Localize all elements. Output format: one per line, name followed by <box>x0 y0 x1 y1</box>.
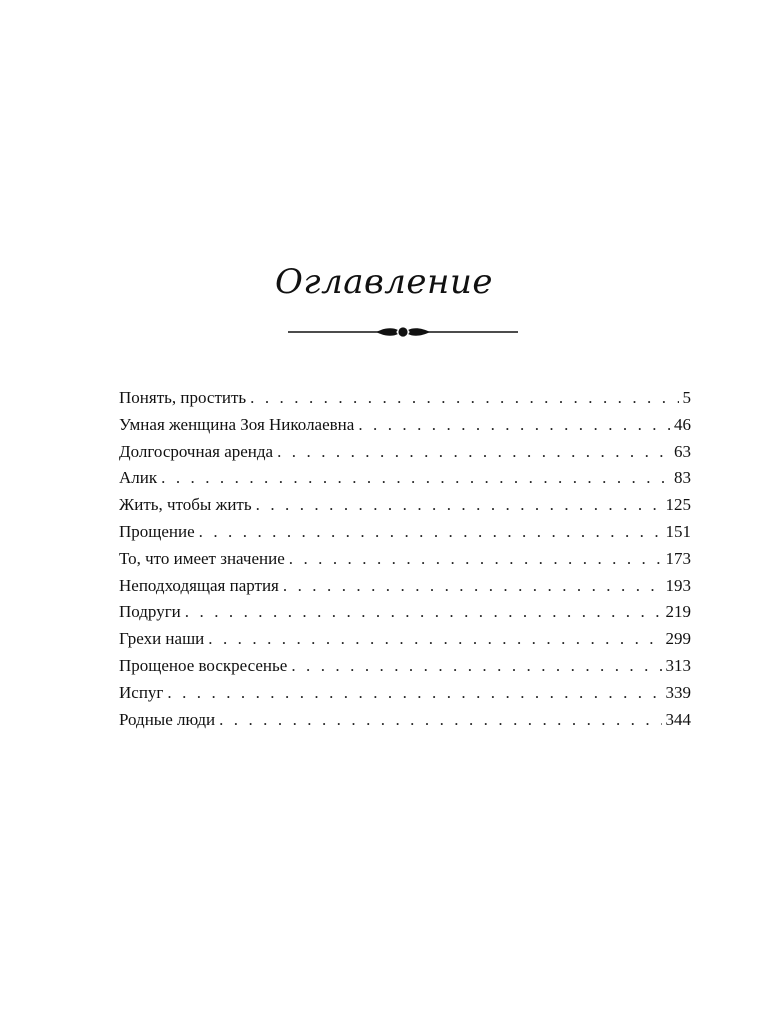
toc-entry-title: Долгосрочная аренда <box>119 441 274 461</box>
toc-entry[interactable] <box>119 546 691 573</box>
toc-entry-title: Прощение <box>119 521 195 541</box>
toc-entry-page-number: 219 <box>665 602 691 622</box>
toc-entry-title: То, что имеет значение <box>119 548 285 568</box>
toc-entry[interactable] <box>119 492 691 519</box>
toc-entry-page-number: 83 <box>674 468 691 488</box>
toc-dot-leader <box>358 412 670 439</box>
toc-entry-title: Неподходящая партия <box>119 575 279 595</box>
toc-entry-page-number: 5 <box>682 388 691 407</box>
page-title: Оглавление <box>275 262 493 302</box>
toc-entry-title: Жить, чтобы жить <box>119 495 252 515</box>
toc-entry[interactable] <box>119 385 691 412</box>
table-of-contents <box>119 385 691 733</box>
toc-entry-page-number: 63 <box>674 441 691 461</box>
toc-entry-title: Понять, простить <box>119 388 247 407</box>
toc-entry-page-number: 299 <box>665 629 691 649</box>
toc-entry-page-number: 151 <box>665 521 691 541</box>
toc-entry-page-number: 339 <box>665 682 691 702</box>
toc-entry[interactable] <box>119 653 691 680</box>
toc-entry[interactable] <box>119 439 691 466</box>
toc-entry[interactable] <box>119 519 691 546</box>
toc-entry-title: Грехи наши <box>119 629 205 649</box>
toc-dot-leader <box>289 546 662 573</box>
toc-entry-page-number: 313 <box>665 655 691 675</box>
toc-dot-leader <box>283 573 662 600</box>
toc-entry-page-number: 173 <box>665 548 691 568</box>
toc-entry-title: Испуг <box>119 682 164 702</box>
toc-dot-leader <box>208 626 661 653</box>
toc-entry[interactable] <box>119 573 691 600</box>
toc-dot-leader <box>185 599 662 626</box>
toc-entry[interactable] <box>119 412 691 439</box>
toc-dot-leader <box>277 439 670 466</box>
toc-entry[interactable] <box>119 680 691 707</box>
toc-entry-title: Алик <box>119 468 158 488</box>
toc-dot-leader <box>161 465 670 492</box>
toc-entry-title: Прощеное воскресенье <box>119 655 288 675</box>
toc-entry-page-number: 344 <box>665 709 691 729</box>
toc-dot-leader <box>199 519 662 546</box>
toc-entry[interactable] <box>119 465 691 492</box>
toc-dot-leader <box>250 385 678 412</box>
toc-entry-page-number: 125 <box>665 495 691 515</box>
toc-entry[interactable] <box>119 599 691 626</box>
toc-entry-title: Родные люди <box>119 709 216 729</box>
toc-dot-leader <box>219 707 661 734</box>
toc-entry-page-number: 46 <box>674 414 691 434</box>
toc-entry[interactable] <box>119 626 691 653</box>
scroll-ornament-icon <box>288 321 518 343</box>
toc-entry-title: Подруги <box>119 602 181 622</box>
toc-dot-leader <box>167 680 661 707</box>
toc-entry[interactable] <box>119 707 691 734</box>
toc-dot-leader <box>256 492 662 519</box>
toc-entry-page-number: 193 <box>665 575 691 595</box>
toc-entry-title: Умная женщина Зоя Николаевна <box>119 414 355 434</box>
toc-dot-leader <box>291 653 661 680</box>
